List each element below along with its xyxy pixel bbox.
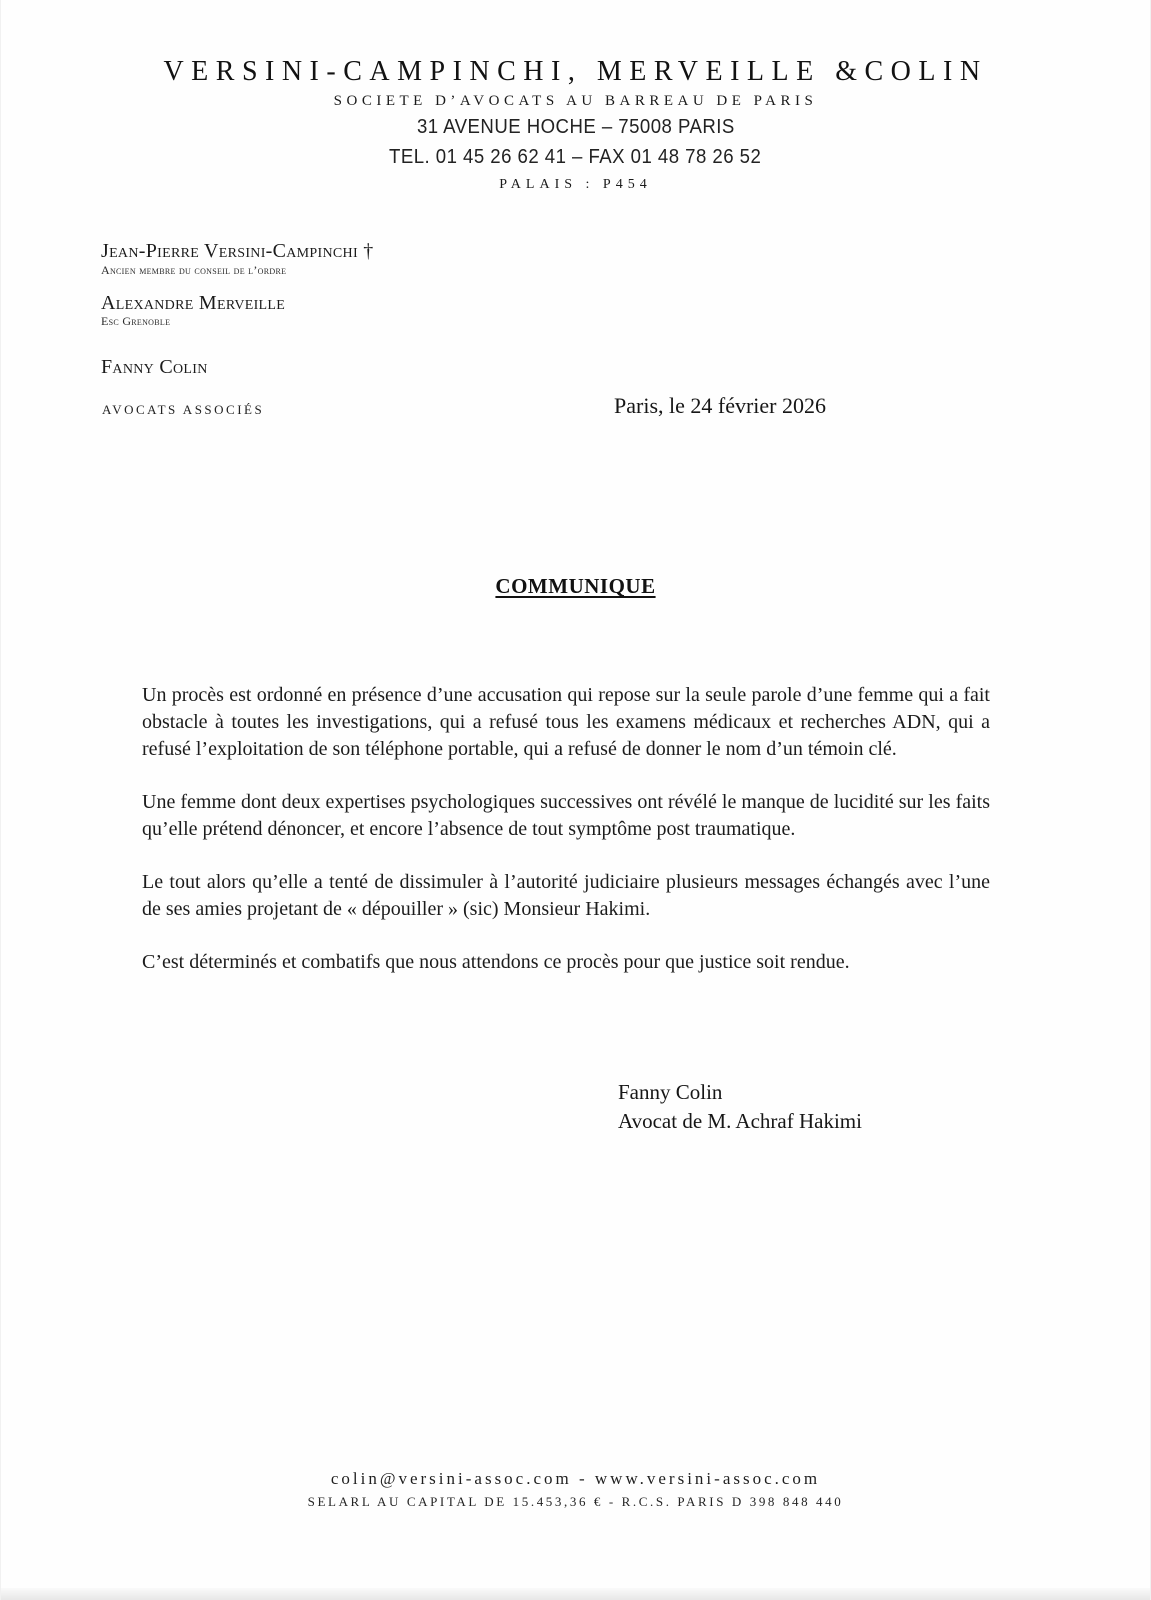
body-text (142, 682, 990, 1002)
paragraph-2: Une femme dont deux expertises psychologiques successives ont révélé le manque de lucidité sur les faits qu’elle prétend dénoncer, et encore l’absence de tout symptôme post traumatique. (142, 791, 990, 840)
firm-name: VERSINI-CAMPINCHI, MERVEILLE &COLIN (163, 56, 988, 87)
associates-label: AVOCATS ASSOCIÉS (102, 402, 265, 417)
firm-phone (1, 146, 1150, 169)
firm-palais: PALAIS : P454 (499, 177, 652, 192)
footer-contact-line: colin@versini-assoc.com - www.versini-assoc.com (330, 1469, 821, 1488)
attorney-subtitle-versini-campinchi: Ancien membre du conseil de l’ordre (101, 263, 287, 277)
paragraph-1: Un procès est ordonné en présence d’une accusation qui repose sur la seule parole d’une femme qui a fait obstacle à toutes les investigations, qui a refusé tous les examens médicaux et recherches ADN, qui a refusé l’exploitation de son téléphone portable, qui a refusé de donner le nom d’un témoin clé. (142, 684, 990, 760)
signature-role: Avocat de M. Achraf Hakimi (618, 1109, 862, 1133)
scan-edge-strip (1, 1588, 1150, 1600)
footer-legal-line: SELARL AU CAPITAL DE 15.453,36 € - R.C.S. PARIS D 398 848 440 (307, 1494, 844, 1509)
attorney-subtitle-merveille: Esc Grenoble (101, 314, 171, 328)
paragraph-3: Le tout alors qu’elle a tenté de dissimuler à l’autorité judiciaire plusieurs messages échangés avec l’une de ses amies projetant de « dépouiller » (sic) Monsieur Hakimi. (142, 871, 990, 920)
attorney-name-colin: Fanny Colin (101, 356, 208, 378)
firm-address (1, 116, 1150, 139)
firm-phone-text: TEL. 01 45 26 62 41 – FAX 01 48 78 26 52 (389, 146, 762, 168)
firm-subtitle: SOCIETE D’AVOCATS AU BARREAU DE PARIS (333, 93, 818, 109)
paragraph-4: C’est déterminés et combatifs que nous attendons ce procès pour que justice soit rendue. (142, 951, 850, 973)
signature-name: Fanny Colin (618, 1080, 723, 1104)
signature-block (618, 1078, 862, 1136)
firm-address-text: 31 AVENUE HOCHE – 75008 PARIS (416, 116, 735, 138)
attorney-name-versini-campinchi: Jean-Pierre Versini-Campinchi † (101, 240, 374, 262)
dateline: Paris, le 24 février 2026 (614, 393, 826, 418)
document-title: COMMUNIQUE (495, 574, 656, 598)
attorney-name-merveille: Alexandre Merveille (101, 292, 286, 314)
